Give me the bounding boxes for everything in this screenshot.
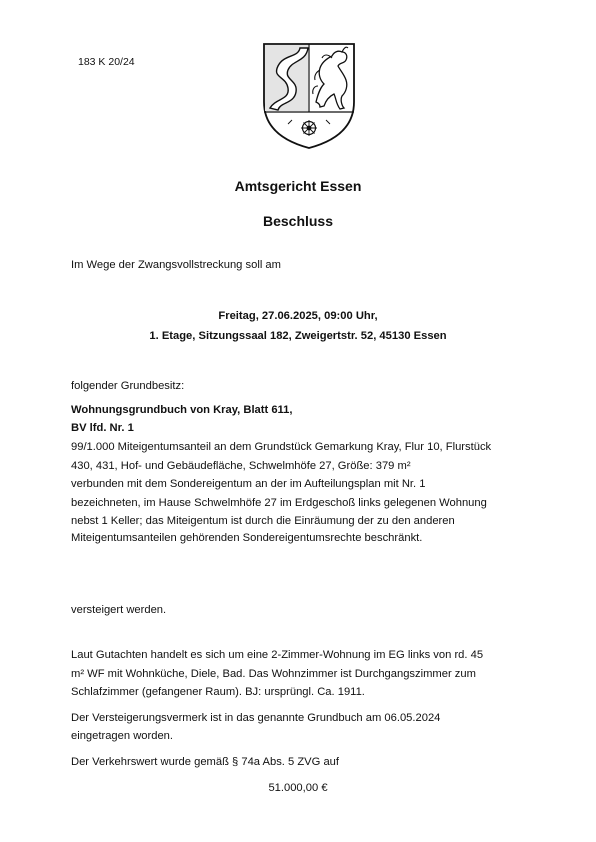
- property-line: 99/1.000 Miteigentumsanteil an dem Grundstück Gemarkung Kray, Flur 10, Flurstück: [71, 441, 492, 453]
- property-heading-line: Wohnungsgrundbuch von Kray, Blatt 611,: [71, 404, 293, 416]
- property-line: bezeichneten, im Hause Schwelmhöfe 27 im Erdgeschoß links gelegenen Wohnung: [71, 497, 487, 509]
- document-type: Beschluss: [262, 213, 334, 229]
- property-intro: folgender Grundbesitz:: [71, 380, 185, 392]
- property-heading-line: BV lfd. Nr. 1: [71, 422, 134, 434]
- court-name: Amtsgericht Essen: [234, 178, 362, 194]
- property-line: Miteigentumsanteilen gehörenden Sondereigentumsrechte beschränkt.: [71, 532, 423, 544]
- case-number: 183 K 20/24: [78, 56, 135, 68]
- property-line: nebst 1 Keller; das Miteigentum ist durch die Einräumung der zu den anderen: [71, 515, 455, 527]
- property-line: verbunden mit dem Sondereigentum an der im Aufteilungsplan mit Nr. 1: [71, 478, 426, 490]
- intro-text: Im Wege der Zwangsvollstreckung soll am: [71, 259, 281, 271]
- appraisal-line: Schlafzimmer (gefangener Raum). BJ: ursprüngl. Ca. 1911.: [71, 686, 365, 698]
- appointment-date-time: Freitag, 27.06.2025, 09:00 Uhr,: [218, 310, 378, 322]
- register-line: Der Versteigerungsvermerk ist in das genannte Grundbuch am 06.05.2024: [71, 712, 441, 724]
- property-line: 430, 431, Hof- und Gebäudefläche, Schwelmhöfe 27, Größe: 379 m²: [71, 460, 411, 472]
- appointment-location: 1. Etage, Sitzungssaal 182, Zweigertstr. 52, 45130 Essen: [149, 330, 447, 342]
- register-line: eingetragen worden.: [71, 730, 174, 742]
- market-value-text: Der Verkehrswert wurde gemäß § 74a Abs. 5 ZVG auf: [71, 756, 340, 768]
- auction-text: versteigert werden.: [71, 604, 167, 616]
- appraisal-line: Laut Gutachten handelt es sich um eine 2-Zimmer-Wohnung im EG links von rd. 45: [71, 649, 484, 661]
- nrw-coat-of-arms-icon: [258, 40, 360, 152]
- appraisal-line: m² WF mit Wohnküche, Diele, Bad. Das Wohnzimmer ist Durchgangszimmer zum: [71, 668, 476, 680]
- market-value: 51.000,00 €: [268, 782, 328, 794]
